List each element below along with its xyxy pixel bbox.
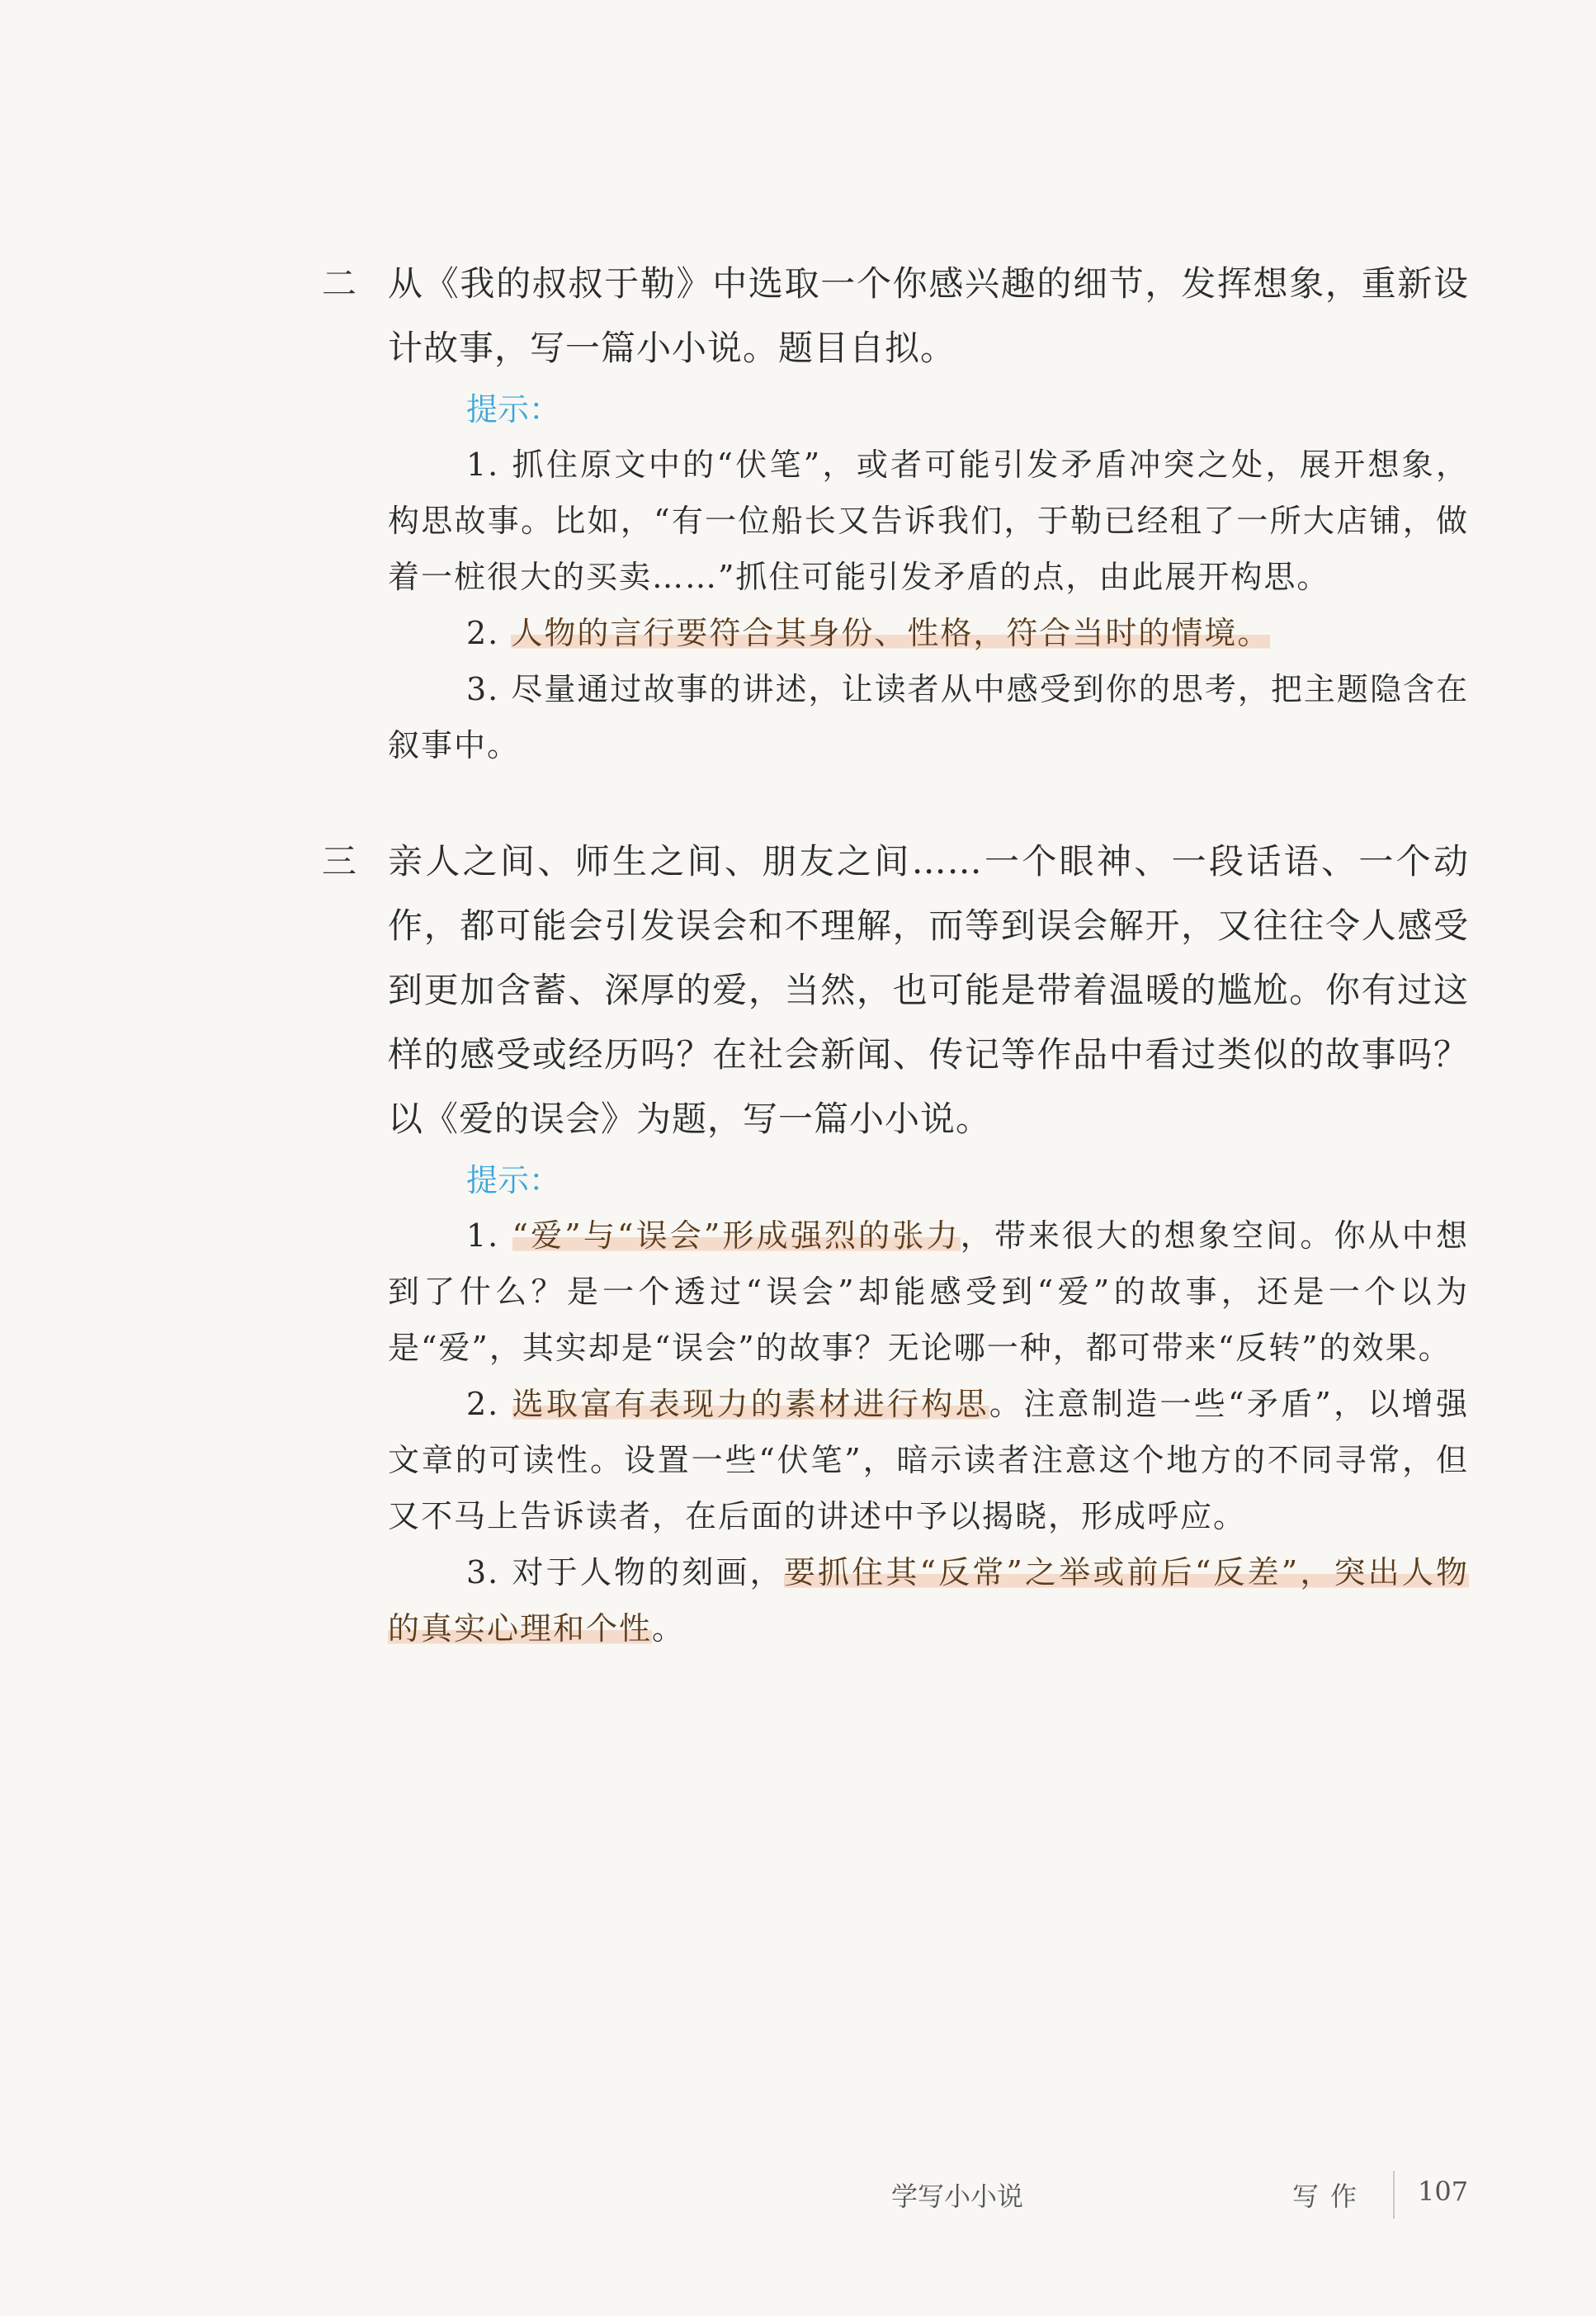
exercise-prompt: 从《我的叔叔于勒》中选取一个你感兴趣的细节，发挥想象，重新设计故事，写一篇小小说。题目自拟。 (388, 263, 1469, 368)
tip-highlight: “爱”与“误会”形成强烈的张力 (512, 1217, 961, 1254)
exercise-three (322, 830, 1469, 1657)
tip-text: 3. 尽量通过故事的讲述，让读者从中感受到你的思考，把主题隐含在叙事中。 (388, 671, 1469, 763)
tip-text: 。注意制造一些“矛盾”，以增强文章的可读性。设置一些“伏笔”，暗示读者注意这个地方的不同寻常，但又不马上告诉读者，在后面的讲述中予以揭晓，形成呼应。 (388, 1386, 1469, 1534)
hint-label: 提示： (466, 391, 561, 428)
tip-text: ，带来很大的想象空间。你从中想到了什么？是一个透过“误会”却能感受到“爱”的故事，还是一个以为是“爱”，其实却是“误会”的故事？无论哪一种，都可带来“反转”的效果。 (388, 1217, 1469, 1366)
tip-item (388, 1544, 1469, 1657)
tip-text: 3. 对于人物的刻画， (466, 1554, 784, 1590)
tip-text: 2. (466, 1386, 512, 1422)
tip-text: 1. 抓住原文中的“伏笔”，或者可能引发矛盾冲突之处，展开想象，构思故事。比如，“有一位船长又告诉我们，于勒已经租了一所大店铺，做着一桩很大的买卖……”抓住可能引发矛盾的点，由此展开构思。 (388, 447, 1469, 595)
page-number: 107 (1418, 2176, 1469, 2207)
footer-section: 写作 (1292, 2181, 1369, 2212)
exercise-two (322, 252, 1469, 773)
exercise-number: 三 (322, 841, 357, 881)
exercise-prompt: 亲人之间、师生之间、朋友之间……一个眼神、一段话语、一个动作，都可能会引发误会和不理解，而等到误会解开，又往往令人感受到更加含蓄、深厚的爱，当然，也可能是带着温暖的尴尬。你有过这样的感受或经历吗？在社会新闻、传记等作品中看过类似的故事吗？以《爱的误会》为题，写一篇小小说。 (388, 841, 1469, 1139)
tip-highlight: 要抓住其“反常”之举或前后“反差”，突出人物的真实心理和个性 (388, 1554, 1469, 1647)
exercise-number: 二 (322, 263, 357, 304)
hint-label: 提示： (466, 1162, 561, 1198)
footer-divider (1393, 2171, 1395, 2219)
tip-highlight: 人物的言行要符合其身份、性格，符合当时的情境。 (511, 615, 1271, 651)
tip-text: 2. (466, 615, 512, 651)
tip-item (388, 1376, 1469, 1544)
tip-text: 1. (466, 1217, 512, 1254)
tip-item (388, 605, 1469, 661)
tip-highlight: 选取富有表现力的素材进行构思 (512, 1386, 989, 1422)
tip-item (388, 661, 1469, 773)
footer-title: 学写小小说 (891, 2181, 1024, 2212)
tip-item (388, 1208, 1469, 1376)
tip-text: 。 (652, 1610, 686, 1647)
tip-item (388, 437, 1469, 605)
